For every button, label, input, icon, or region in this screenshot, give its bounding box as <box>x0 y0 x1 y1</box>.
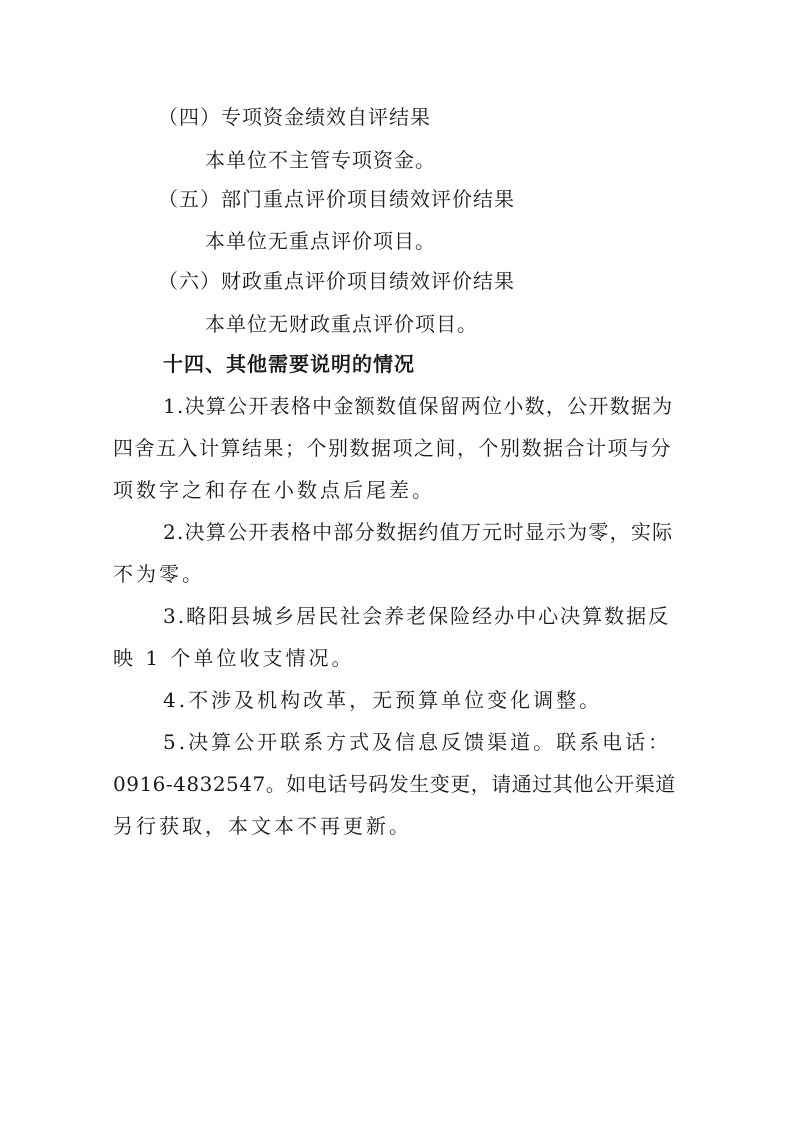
note-1-line-2: 四舍五入计算结果；个别数据项之间，个别数据合计项与分 <box>113 436 672 460</box>
note-5-line-3: 另行获取，本文本不再更新。 <box>113 814 412 838</box>
note-2-line-2: 不为零。 <box>113 562 205 586</box>
chapter-14-heading: 十四、其他需要说明的情况 <box>163 352 415 376</box>
note-3-line-2: 映 1 个单位收支情况。 <box>113 646 355 670</box>
note-1-line-3: 项数字之和存在小数点后尾差。 <box>113 478 435 502</box>
note-2-line-1: 2.决算公开表格中部分数据约值万元时显示为零，实际 <box>163 520 674 544</box>
note-5-line-2: 0916-4832547。如电话号码发生变更，请通过其他公开渠道 <box>113 772 676 796</box>
note-1-line-1: 1.决算公开表格中金额数值保留两位小数，公开数据为 <box>163 394 674 418</box>
section-5-body: 本单位无重点评价项目。 <box>205 229 436 253</box>
note-4-line-1: 4.不涉及机构改革，无预算单位变化调整。 <box>163 688 603 712</box>
section-4-body: 本单位不主管专项资金。 <box>205 148 436 172</box>
section-6-heading: （六）财政重点评价项目绩效评价结果 <box>158 269 515 293</box>
section-4-heading: （四）专项资金绩效自评结果 <box>158 105 431 129</box>
section-5-heading: （五）部门重点评价项目绩效评价结果 <box>158 187 515 211</box>
note-5-line-1: 5.决算公开联系方式及信息反馈渠道。联系电话： <box>163 730 672 754</box>
note-3-line-1: 3.略阳县城乡居民社会养老保险经办中心决算数据反 <box>163 604 671 628</box>
section-6-body: 本单位无财政重点评价项目。 <box>205 312 478 336</box>
